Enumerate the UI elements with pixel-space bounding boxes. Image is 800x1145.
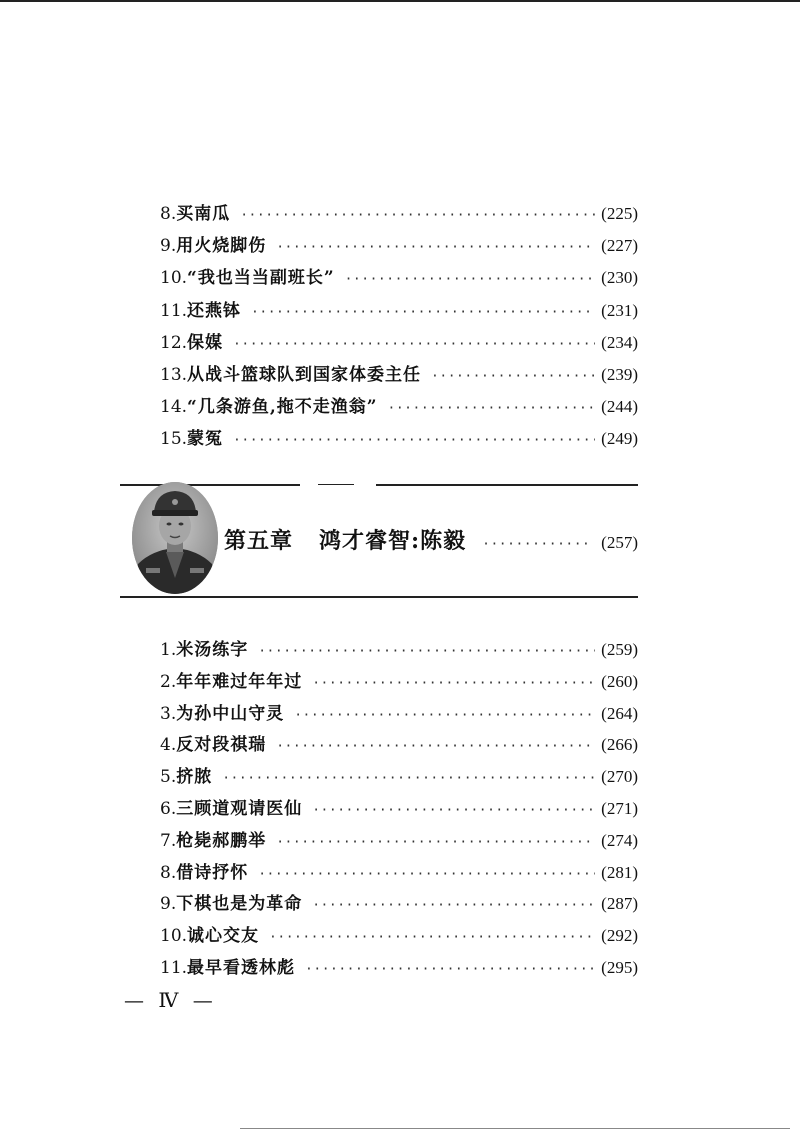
dot-leader [276,827,595,859]
entry-page: (295) [601,957,638,977]
entry-title: 挤脓 [176,767,213,788]
dot-leader [294,700,595,732]
entry-number: 7. [160,830,177,851]
entry-number: 9. [160,236,177,257]
entry-page: (264) [601,703,638,723]
dot-leader [305,954,595,986]
dot-leader [276,232,595,264]
toc-entry[interactable] [160,825,638,857]
scan-edge-line [240,1128,790,1129]
dot-leader [240,200,595,232]
entry-page: (249) [601,429,638,449]
dot-leader [312,890,595,922]
dot-leader [312,795,595,827]
toc-list-section-1 [160,198,638,456]
chapter-label: 第五章 [224,528,294,554]
entry-title: 买南瓜 [176,204,231,224]
toc-entry[interactable] [160,857,638,889]
dot-leader [482,537,593,552]
entry-title: “几条游鱼,拖不走渔翁” [187,397,378,418]
dot-leader [251,297,595,329]
entry-page: (231) [601,300,638,320]
entry-number: 13. [160,364,188,385]
entry-page: (271) [601,798,638,818]
entry-number: 11. [160,957,188,978]
page-folio: — Ⅳ — [124,988,217,1012]
entry-title: 反对段祺瑞 [176,735,267,756]
toc-entry[interactable] [160,793,638,825]
entry-title: 保媒 [187,332,224,353]
dot-leader [269,922,595,954]
entry-title: 年年难过年年过 [176,671,303,692]
entry-title: 用火烧脚伤 [176,236,267,257]
entry-title: “我也当当副班长” [187,268,335,289]
chapter-title: 鸿才睿智:陈毅 [319,528,467,554]
entry-page: (266) [601,735,638,755]
top-border [0,0,800,2]
entry-number: 2. [160,671,177,692]
entry-number: 11. [160,300,188,321]
toc-entry[interactable] [160,198,638,230]
entry-number: 10. [160,926,188,947]
dot-leader [258,636,595,668]
entry-title: 三顾道观请医仙 [176,798,303,819]
entry-number: 10. [160,268,188,289]
entry-page: (225) [601,204,638,223]
toc-entry[interactable] [160,391,638,423]
entry-number: 1. [160,640,177,660]
dot-leader [388,393,596,425]
dot-leader [276,731,595,763]
dot-leader [233,425,595,457]
entry-number: 15. [160,429,188,450]
entry-title: 借诗抒怀 [176,862,249,883]
entry-number: 6. [160,798,177,819]
entry-title: 诚心交友 [187,926,260,947]
toc-entry[interactable] [160,359,638,391]
chapter-page: (257) [601,533,638,552]
toc-entry[interactable] [160,327,638,359]
toc-entry[interactable] [160,666,638,698]
toc-entry[interactable] [160,761,638,793]
entry-page: (292) [601,926,638,946]
entry-title: 还燕钵 [187,300,242,321]
toc-entry[interactable] [160,634,638,666]
entry-title: 为孙中山守灵 [176,703,285,724]
entry-page: (287) [601,894,638,914]
entry-number: 8. [160,862,177,883]
toc-entry[interactable] [160,920,638,952]
entry-page: (260) [601,671,638,691]
entry-page: (281) [601,862,638,882]
entry-page: (270) [601,767,638,787]
toc-entry[interactable] [160,262,638,294]
entry-page: (239) [601,364,638,384]
entry-title: 下棋也是为革命 [176,894,303,915]
toc-entry[interactable] [160,698,638,730]
entry-number: 4. [160,735,177,756]
chapter-heading[interactable] [120,482,638,600]
chapter-title-line [224,524,638,555]
entry-number: 8. [160,204,177,224]
entry-number: 12. [160,332,188,353]
dot-leader [233,329,595,361]
entry-title: 最早看透林彪 [187,957,296,978]
toc-entry[interactable] [160,888,638,920]
portrait-photo-icon [132,482,218,594]
toc-entry[interactable] [160,295,638,327]
dot-leader [312,668,595,700]
entry-page: (230) [601,268,638,288]
toc-entry[interactable] [160,729,638,761]
entry-title: 米汤练字 [176,640,249,660]
entry-title: 蒙冤 [187,429,224,450]
entry-page: (274) [601,830,638,850]
toc-list-section-2 [160,634,638,984]
entry-page: (259) [601,640,638,659]
entry-title: 从战斗篮球队到国家体委主任 [187,364,422,385]
dot-leader [431,361,595,393]
entry-page: (227) [601,236,638,256]
entry-number: 5. [160,767,177,788]
entry-page: (244) [601,397,638,417]
entry-number: 3. [160,703,177,724]
dot-leader [258,859,595,891]
entry-page: (234) [601,332,638,352]
entry-title: 枪毙郝鹏举 [176,830,267,851]
toc-entry[interactable] [160,423,638,455]
toc-entry[interactable] [160,952,638,984]
dot-leader [222,763,595,795]
toc-entry[interactable] [160,230,638,262]
entry-number: 14. [160,397,188,418]
entry-number: 9. [160,894,177,915]
dot-leader [345,264,596,296]
